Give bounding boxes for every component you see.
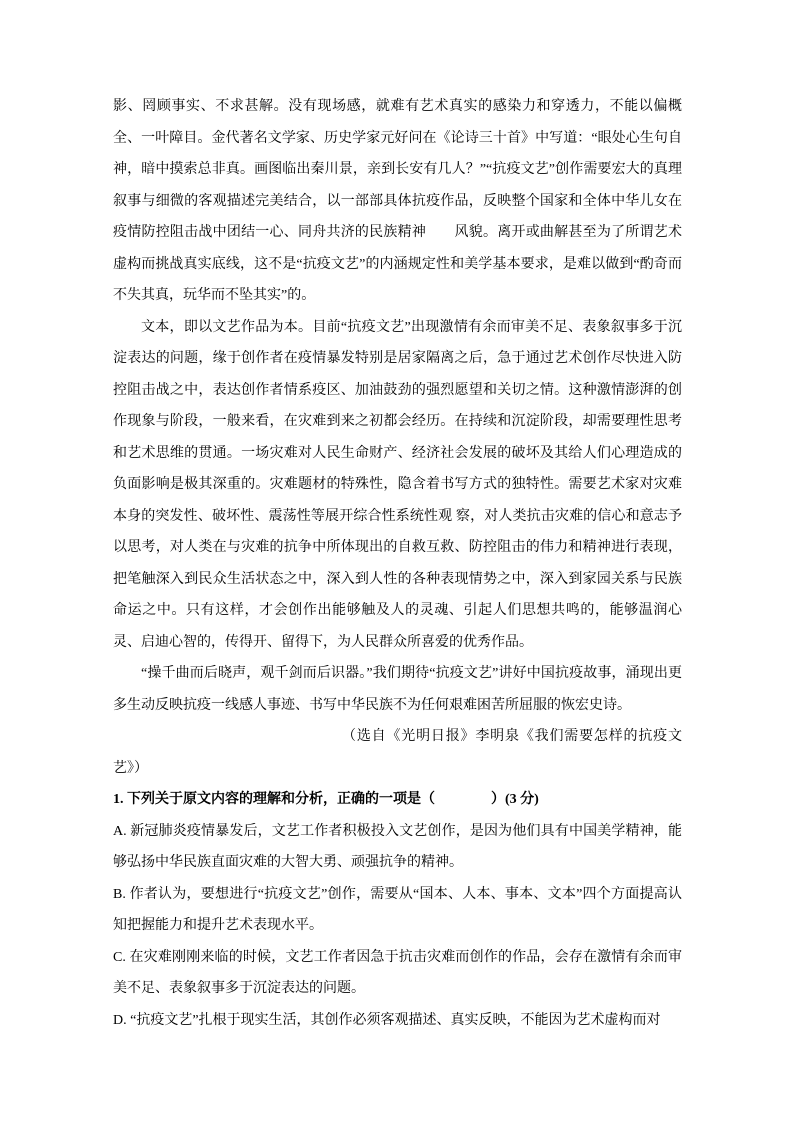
question-1-stem: 1. 下列关于原文内容的理解和分析，正确的一项是（ ）(3 分) xyxy=(113,792,539,807)
passage-paragraph-1: 影、罔顾事实、不求甚解。没有现场感，就难有艺术真实的感染力和穿透力，不能以偏概全、一叶障目。金代著名文学家、历史学家元好问在《论诗三十首》中写道：“眼处心生句自神，暗中摸索总非真。画图临出秦川景，亲到长安有几人？”“抗疫文艺”创作需要宏大的真理叙事与细微的客观描述完美结合，以一部部具体抗疫作品，反映整个国家和全体中华儿女在疫情防控阻击战中团结一心、同舟共济的民族精神 风貌。离开或曲解甚至为了所谓艺术虚构而挑战真实底线，这不是“抗疫文艺”的内涵规定性和美学基本要求，是难以做到“酌奇而不失其真，玩华而不坠其实”的。 xyxy=(113,99,682,303)
passage-paragraph-3: “操千曲而后晓声，观千剑而后识器。”我们期待“抗疫文艺”讲好中国抗疫故事，涌现出更多生动反映抗疫一线感人事迹、书写中华民族不为任何艰难困苦所屈服的恢宏史诗。 xyxy=(113,666,682,713)
question-1-option-d: D. “抗疫文艺”扎根于现实生活，其创作必须客观描述、真实反映，不能因为艺术虚构而对 xyxy=(113,1012,661,1028)
question-1-option-c: C. 在灾难刚刚来临的时候，文艺工作者因急于抗击灾难而创作的作品，会存在激情有余而审美不足、表象叙事多于沉淀表达的问题。 xyxy=(113,949,682,996)
passage-paragraph-2: 文本，即以文艺作品为本。目前“抗疫文艺”出现激情有余而审美不足、表象叙事多于沉淀表达的问题，缘于创作者在疫情暴发特别是居家隔离之后，急于通过艺术创作尽快进入防控阻击战之中，表达创作者情系疫区、加油鼓劲的强烈愿望和关切之情。这种激情澎湃的创作现象与阶段，一般来看，在灾难到来之初都会经历。在持续和沉淀阶段，却需要理性思考和艺术思维的贯通。一场灾难对人民生命财产、经济社会发展的破坏及其给人们心理造成的负面影响是极其深重的。灾难题材的特殊性，隐含着书写方式的独特性。需要艺术家对灾难本身的突发性、破坏性、震荡性等展开综合性系统性观 察，对人类抗击灾难的信心和意志予以思考，对人类在与灾难的抗争中所体现出的自救互救、防控阻击的伟力和精神进行表现，把笔触深入到民众生活状态之中，深入到人性的各种表现情势之中，深入到家园关系与民族命运之中。只有这样，才会创作出能够触及人的灵魂、引起人们思想共鸣的，能够温润心灵、启迪心智的，传得开、留得下，为人民群众所喜爱的优秀作品。 xyxy=(113,319,682,650)
document-content xyxy=(113,91,682,1036)
question-1-option-a: A. 新冠肺炎疫情暴发后，文艺工作者积极投入文艺创作，是因为他们具有中国美学精神，能够弘扬中华民族直面灾难的大智大勇、顽强抗争的精神。 xyxy=(113,823,682,870)
passage-attribution: （选自《光明日报》李明泉《我们需要怎样的抗疫文艺》） xyxy=(113,729,682,776)
question-1-option-b: B. 作者认为，要想进行“抗疫文艺”创作，需要从“国本、人本、事本、文本”四个方面提高认知把握能力和提升艺术表现水平。 xyxy=(113,886,682,933)
